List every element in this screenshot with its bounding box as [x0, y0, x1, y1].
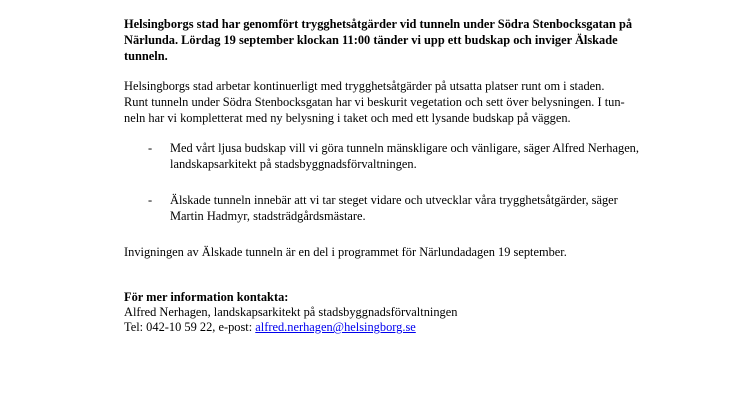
closing-paragraph: Invigningen av Älskade tunneln är en del i programmet för Närlundadagen 19 september. — [124, 245, 567, 259]
list-dash: - — [148, 193, 153, 207]
quote-line: Med vårt ljusa budskap vill vi göra tunneln mänskligare och vänligare, säger Alfred Nerhagen, — [170, 141, 639, 155]
contact-person: Alfred Nerhagen, landskapsarkitekt på stadsbyggnadsförvaltningen — [124, 305, 458, 319]
body-line: neln har vi kompletterat med ny belysning i taket och med ett lysande budskap på väggen. — [124, 111, 571, 125]
contact-phone: Tel: 042-10 59 22, e-post: — [124, 320, 256, 334]
quote-item-1 — [124, 140, 644, 172]
contact-phone-line — [124, 320, 644, 335]
contact-block — [124, 290, 644, 335]
quote-line: Martin Hadmyr, stadsträdgårdsmästare. — [170, 209, 366, 223]
quote-line: Älskade tunneln innebär att vi tar steget vidare och utvecklar våra trygghetsåtgärder, säger — [170, 193, 618, 207]
lead-paragraph: Helsingborgs stad har genomfört trygghetsåtgärder vid tunneln under Södra Stenbocksgatan på Närlunda. Lördag 19 september klockan 11:00 tänder vi upp ett budskap och inviger Älskade tunneln. — [124, 17, 633, 63]
body-paragraph — [124, 78, 644, 126]
email-link[interactable]: alfred.nerhagen@helsingborg.se — [255, 320, 416, 334]
body-line: Runt tunneln under Södra Stenbocksgatan har vi beskurit vegetation och sett över belysningen. I tun- — [124, 95, 625, 109]
list-dash: - — [148, 141, 153, 155]
quote-line: landskapsarkitekt på stadsbyggnadsförvaltningen. — [170, 157, 417, 171]
contact-heading: För mer information kontakta: — [124, 290, 289, 304]
body-line: Helsingborgs stad arbetar kontinuerligt med trygghetsåtgärder på utsatta platser runt om i staden. — [124, 79, 605, 93]
document-page — [124, 16, 644, 335]
quote-item-2 — [124, 192, 644, 224]
